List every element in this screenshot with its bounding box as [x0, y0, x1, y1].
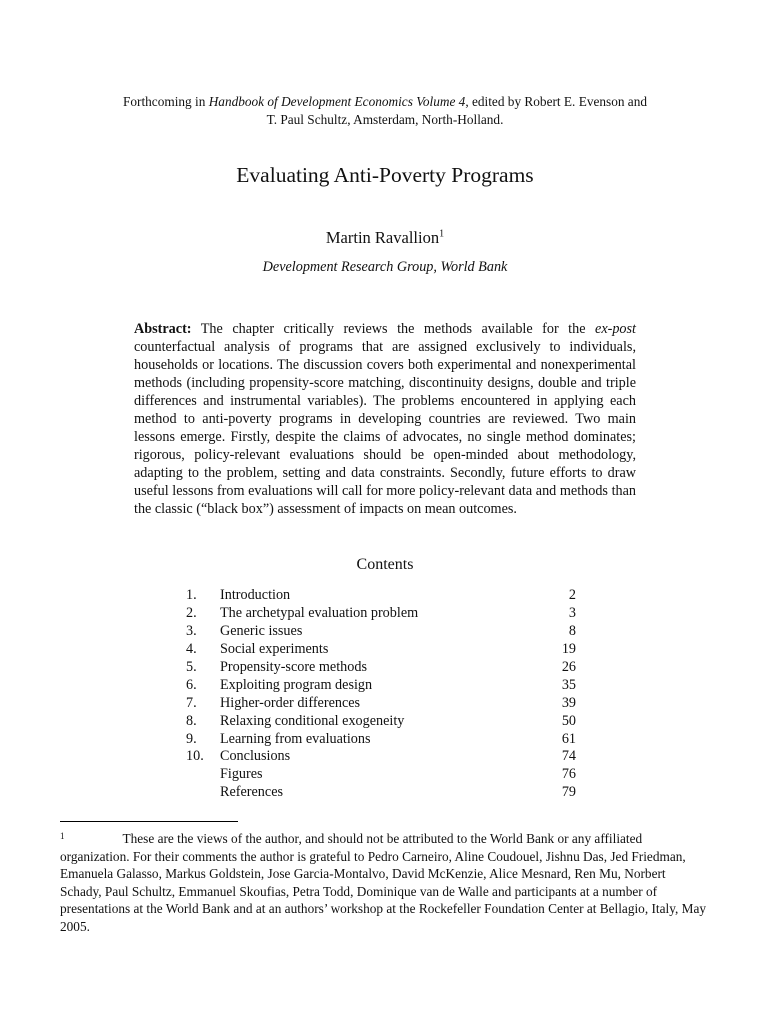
footnote-divider [60, 821, 238, 822]
toc-item: 4. Social experiments 19 [186, 640, 576, 657]
publication-note-line2: T. Paul Schultz, Amsterdam, North-Holland. [266, 111, 504, 127]
toc-item: References 79 [220, 784, 576, 801]
author-affiliation: Development Research Group, World Bank [262, 259, 508, 275]
abstract: Abstract: The chapter critically reviews the methods available for the ex-post counterfactual analysis of programs that are assigned exclusively to individuals, households or locations. The discussion covers both experimental and nonexperimental methods (including propensity-score matching, discontinuity designs, double and triple differences and instrumental variables). The problems encountered in applying each method to anti-poverty programs in developing countries are reviewed. Two main lessons emerge. Firstly, despite the claims of advocates, no single method dominates; rigorous, policy-relevant evaluations should be open-minded about methodology, adapting to the problem, setting and data constraints. Secondly, future efforts to draw useful lessons from evaluations will call for more policy-relevant data and methods than the classic (“black box”) assessment of impacts on mean outcomes. [134, 321, 636, 517]
toc-item: 3. Generic issues 8 [186, 622, 576, 639]
toc-item: 2. The archetypal evaluation problem 3 [186, 604, 576, 621]
toc-item: 10. Conclusions 74 [186, 748, 576, 765]
toc-item: 9. Learning from evaluations 61 [186, 730, 576, 747]
footnote [60, 830, 710, 936]
handbook-title: Handbook of Development Economics Volume 4 [208, 94, 466, 109]
paper-title: Evaluating Anti-Poverty Programs [236, 163, 534, 187]
toc-item: Figures 76 [220, 766, 576, 783]
author-name: Martin Ravallion$^1$ [325, 228, 445, 247]
publication-note [0, 93, 770, 128]
table-of-contents [186, 587, 576, 802]
footnote-number: 1 [60, 831, 65, 841]
toc-item: 7. Higher-order differences 39 [186, 694, 576, 711]
footnote-marker: 1 [439, 228, 445, 240]
toc-item: 5. Propensity-score methods 26 [186, 658, 576, 675]
toc-item: 8. Relaxing conditional exogeneity 50 [186, 712, 576, 729]
footnote-text: These are the views of the author, and should not be attributed to the World Bank or any affiliated organization. For their comments the author is grateful to Pedro Carneiro, Aline Coudouel, Jishnu Das, Jed Friedman, Emanuela Galasso, Markus Goldstein, Jose Garcia-Montalvo, David McKenzie, Alice Mesnard, Ren Mu, Norbert Schady, Paul Schultz, Emmanuel Skoufias, Petra Todd, Dominique van de Walle and participants at a number of presentations at the World Bank and at an authors’ workshop at the Rockefeller Foundation Center at Bellagio, Italy, May 2005. [60, 831, 706, 934]
publication-note-line1: Forthcoming in Handbook of Development Economics Volume 4, edited by Robert E. Evenson and [122, 94, 648, 109]
toc-item: 6. Exploiting program design 35 [186, 676, 576, 693]
abstract-label: Abstract: [134, 321, 192, 337]
contents-heading: Contents [356, 556, 414, 573]
toc-item: 1. Introduction 2 [186, 587, 576, 603]
